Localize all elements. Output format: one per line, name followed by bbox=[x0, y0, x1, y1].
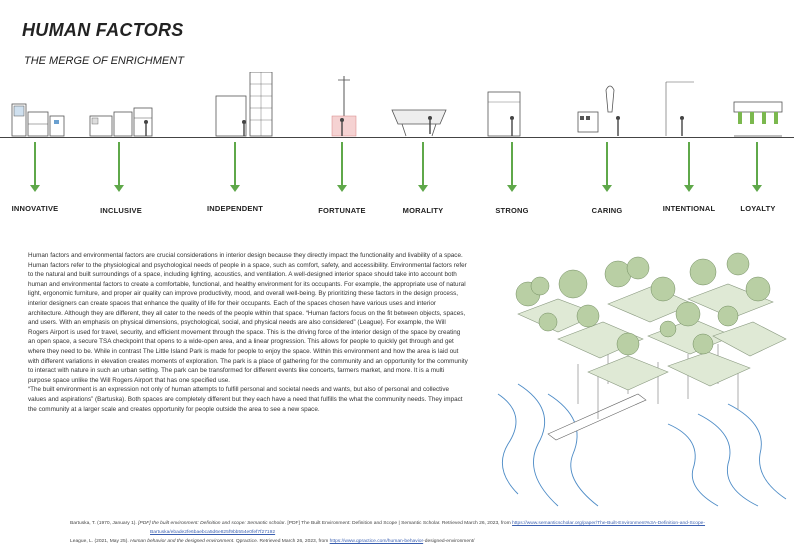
loyalty-scene-illustration bbox=[730, 72, 786, 138]
label-fortunate: FORTUNATE bbox=[318, 206, 366, 215]
independent-scene-illustration bbox=[214, 72, 284, 138]
label-caring: CARING bbox=[591, 206, 623, 215]
strong-scene-illustration bbox=[482, 72, 542, 138]
inclusive-scene-illustration bbox=[88, 72, 158, 138]
label-inclusive: INCLUSIVE bbox=[100, 206, 142, 215]
label-independent: INDEPENDENT bbox=[207, 204, 263, 213]
reference-2: League, L. (2021, May 25). Human behavior and the designed environment. Qpractice. Retrieved March 26, 2023, from https://www.qpractice.com/human-behavior-designed-environment/ bbox=[70, 539, 475, 544]
caring-scene-illustration bbox=[572, 72, 632, 138]
arrow-strong bbox=[511, 142, 513, 186]
body-paragraph: Human factors and environmental factors are crucial considerations in interior design because they directly impact the functionality and livability of a space. Human factors refer to the physiological and psychological needs of people in a space, such as comfort, safety, and accessibility. Environmental factors refer to the natural and built surroundings of a space, including lighting, acoustics, and ventilation. A well-designed interior space should take into account both human and environmental factors to create a comfortable, functional, and healthy environment for its occupants. For example, the appropriate use of natural light, ergonomic furniture, and proper air quality can improve productivity, mood, and overall well-being. By prioritizing these factors in the design process, interior designers can create spaces that enhance the quality of life for their occupants. Each of the spaces chosen have various uses and interior architecture. Although they are different, they all cater to the needs of the people within that space. “Human factors focus on the fit between objects, spaces, and users. With an emphasis on physical dimensions, psychological, social, and physical needs are also considered” (League). For example, the Will Rogers Airport is used for travel, security, and efficient movement through the space. This is the driving force of the interior design of the space by creating an open space, a secure TSA checkpoint that opens to a wide-open area, and a linear progression. This allows for people to quickly get through and get where they need to be. While in contrast The Little Island Park is made for people to enjoy the space. Within this environment and how the area is laid out with different variations in elevation creates moments of exploration. The park is a place of gathering for the community and an opportunity for the community to interact with nature in such an urban setting. The park can be transformed for different events like concerts, farmers market, and more. It is a multi purpose space unlike the Will Rogers Airport that has one specified use. bbox=[28, 252, 468, 384]
morality-scene-illustration bbox=[390, 72, 450, 138]
arrow-intentional bbox=[688, 142, 690, 186]
arrow-inclusive bbox=[118, 142, 120, 186]
reference-1-cont: Bartuska/ebade2fe6baebca5d6e825f9bb554e0fef7f27192 bbox=[150, 530, 276, 535]
reference-2-link[interactable]: https://www.qpractice.com/human-behavior bbox=[329, 539, 424, 544]
body-quote: “The built environment is an expression not only of human attempts to fulfill personal and societal needs and wants, but also of personal and collective values and aspirations” (Bartuska). Both spaces are completely different but they each have a need that fulfills the what the community needs. They impact the community at a larger scale and creates opportunity for people outside the area to see a new space. bbox=[28, 386, 463, 413]
arrow-caring bbox=[606, 142, 608, 186]
park-axonometric-illustration bbox=[488, 244, 788, 512]
reference-1-link[interactable]: https://www.semanticscholar.org/paper/The-Built-Environment%3A-Definition-and-Scope- bbox=[512, 521, 706, 526]
label-morality: MORALITY bbox=[402, 206, 444, 215]
label-strong: STRONG bbox=[495, 206, 529, 215]
arrow-morality bbox=[422, 142, 424, 186]
page-title: HUMAN FACTORS bbox=[22, 20, 184, 40]
label-intentional: INTENTIONAL bbox=[662, 204, 716, 213]
arrow-independent bbox=[234, 142, 236, 186]
arrow-innovative bbox=[34, 142, 36, 186]
fortunate-scene-illustration bbox=[328, 72, 362, 138]
references bbox=[70, 519, 770, 546]
body-text bbox=[28, 251, 468, 414]
timeline-line bbox=[0, 137, 794, 138]
intentional-scene-illustration bbox=[660, 72, 700, 138]
innovative-scene-illustration bbox=[10, 72, 70, 138]
reference-1: Bartuska, T. (1970, January 1). [PDF] the built environment: Definition and scope: Semantic scholar. [PDF] The Built Environment: Definition and Scope | Semantic Scholar. Retrieved March 26, 2023, from https://www.semanticscholar.org/paper/The-Built-Environment%3A-Definition-and-Scope- bbox=[70, 521, 706, 526]
arrow-loyalty bbox=[756, 142, 758, 186]
arrow-fortunate bbox=[341, 142, 343, 186]
label-innovative: INNOVATIVE bbox=[11, 204, 59, 213]
label-loyalty: LOYALTY bbox=[740, 204, 776, 213]
page-subtitle: THE MERGE OF ENRICHMENT bbox=[24, 55, 184, 67]
